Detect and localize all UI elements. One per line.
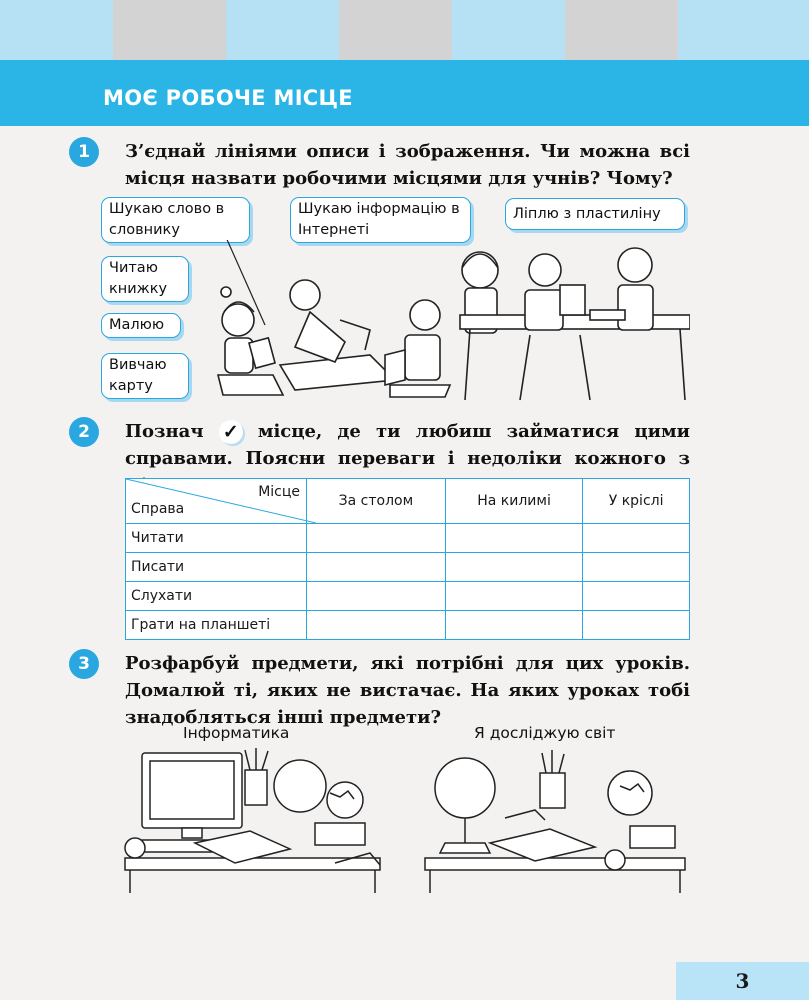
task-3-text — [125, 650, 690, 731]
column-header: На килимі — [445, 479, 582, 524]
check-cell[interactable] — [445, 611, 582, 640]
table-row — [126, 524, 690, 553]
activities-table — [125, 478, 690, 640]
column-header: У кріслі — [583, 479, 690, 524]
check-cell[interactable] — [583, 611, 690, 640]
check-cell[interactable] — [583, 524, 690, 553]
check-cell[interactable] — [307, 611, 446, 640]
check-cell[interactable] — [445, 524, 582, 553]
task-2-text-start: Познач — [125, 421, 204, 442]
table-row — [126, 582, 690, 611]
check-mark-icon: ✓ — [219, 420, 243, 444]
page-number: 3 — [676, 962, 809, 1000]
title-banner — [0, 60, 809, 126]
check-cell[interactable] — [583, 582, 690, 611]
task-3-keyword: уроків — [615, 653, 684, 674]
label-drawing[interactable]: Малюю — [101, 313, 181, 338]
science-desk-icon[interactable] — [420, 748, 690, 898]
informatics-desk-icon[interactable] — [120, 748, 390, 898]
check-cell[interactable] — [307, 524, 446, 553]
check-cell[interactable] — [445, 582, 582, 611]
page-title: МОЄ РОБОЧЕ МІСЦЕ — [103, 86, 353, 110]
label-map[interactable]: Вивчаю карту — [101, 353, 189, 399]
row-label: Читати — [126, 524, 307, 553]
boy-with-map-icon — [385, 300, 450, 397]
row-label: Грати на планшеті — [126, 611, 307, 640]
task-number-1: 1 — [69, 137, 99, 167]
check-cell[interactable] — [583, 553, 690, 582]
task-3-text-start: Розфарбуй предмети, які потрібні для цих — [125, 653, 616, 674]
label-reading[interactable]: Читаю книжку — [101, 256, 189, 302]
check-cell[interactable] — [307, 582, 446, 611]
boy-on-rug-icon — [280, 280, 395, 390]
girl-reading-icon — [218, 287, 283, 395]
task-3-text-end: . Домалюй ті, яких не вистачає. На яких уроках тобі знадобляться інші предмети? — [125, 653, 690, 728]
top-color-strip — [0, 0, 809, 60]
classroom-table-icon — [460, 248, 690, 400]
children-illustration — [200, 240, 690, 405]
task-2-text-end: місце, де ти любиш займатися цими справами. Поясни переваги і недоліки кожного з — [125, 421, 690, 469]
header-activity: Справа — [131, 501, 185, 517]
task-1-text: З’єднай лініями описи і зображення. Чи можна всі місця назвати робочими місцями для учнів? Чому? — [125, 141, 690, 189]
task-number-3: 3 — [69, 649, 99, 679]
label-internet[interactable]: Шукаю інформацію в Інтернеті — [290, 197, 471, 243]
row-label: Писати — [126, 553, 307, 582]
task-number-2: 2 — [69, 417, 99, 447]
check-cell[interactable] — [307, 553, 446, 582]
picture-title-informatics: Інформатика — [183, 724, 290, 742]
label-plasticine[interactable]: Ліплю з пластиліну — [505, 198, 685, 230]
row-label: Слухати — [126, 582, 307, 611]
header-place: Місце — [258, 484, 300, 500]
column-header: За столом — [307, 479, 446, 524]
picture-title-science: Я досліджую світ — [474, 724, 616, 742]
table-corner-cell — [126, 479, 307, 524]
table-row — [126, 553, 690, 582]
check-cell[interactable] — [445, 553, 582, 582]
label-dictionary[interactable]: Шукаю слово в словнику — [101, 197, 250, 243]
table-row — [126, 611, 690, 640]
